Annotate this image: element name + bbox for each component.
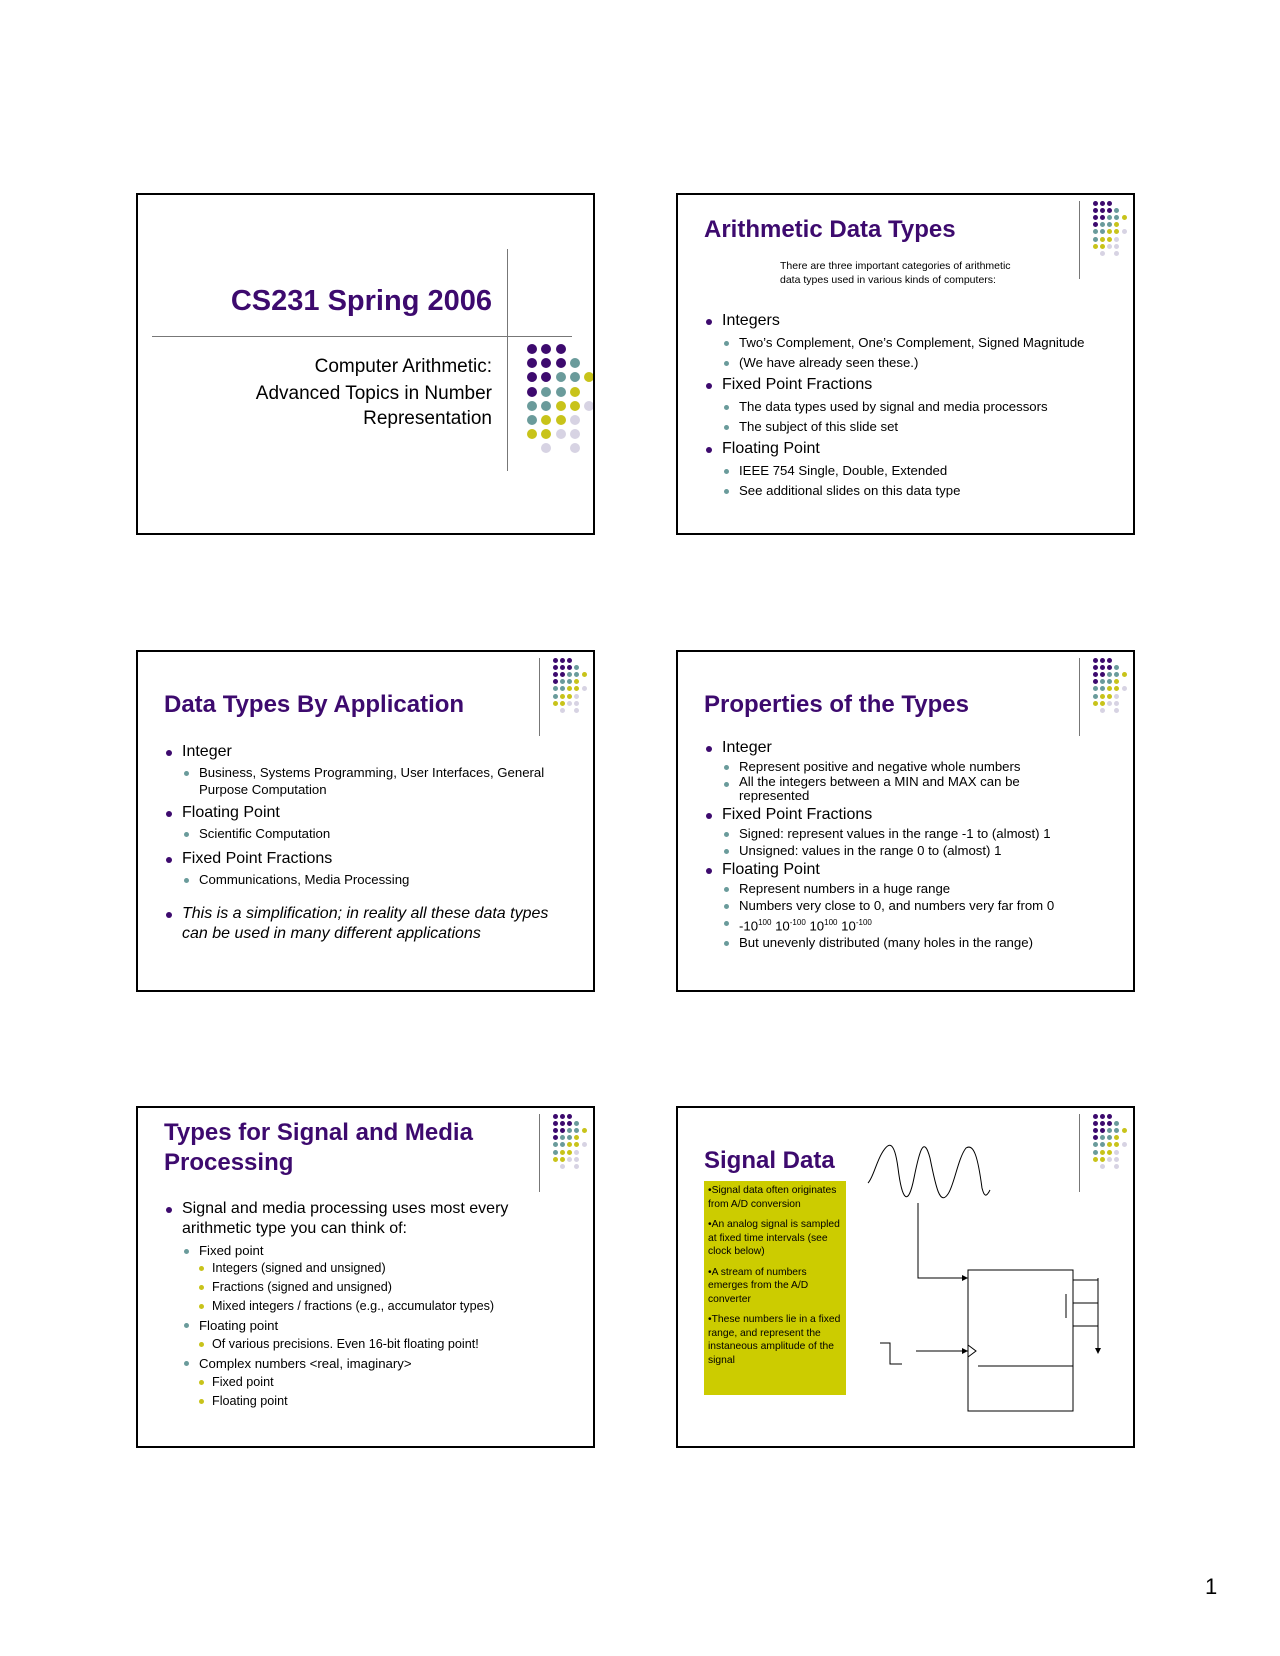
note-paragraph: •Signal data often originates from A/D conversion: [708, 1185, 837, 1210]
list-item: Mixed integers / fractions (e.g., accumulator types): [196, 1297, 574, 1316]
decor-dot: [556, 358, 566, 368]
slide-arithmetic-data-types: [676, 193, 1135, 535]
decor-dot: [541, 401, 551, 411]
decor-dot: [553, 1142, 558, 1147]
decor-dot: [570, 415, 580, 425]
divider-vertical: [507, 249, 508, 471]
decor-dot: [1093, 665, 1098, 670]
decor-dot: [1100, 237, 1105, 242]
list-item: Fixed Point Fractions: [164, 849, 574, 869]
decor-dot: [1093, 208, 1098, 213]
intro-text: There are three important categories of arithmetic data types used in various kinds of computers:: [780, 260, 1011, 286]
list-item: Fixed Point Fractions: [704, 805, 1114, 825]
slide-heading: Data Types By Application: [164, 691, 465, 718]
decor-dot: [1093, 672, 1098, 677]
decor-dot: [541, 358, 551, 368]
clock-pulse: [880, 1343, 902, 1364]
exp-base-1: -10: [739, 918, 759, 934]
decor-dot: [560, 679, 565, 684]
decor-dot: [556, 344, 566, 354]
list-item: The data types used by signal and media processors: [721, 398, 1124, 415]
decor-dot: [584, 401, 594, 411]
decor-dot: [570, 358, 580, 368]
decor-dot: [1122, 215, 1127, 220]
decor-dot: [1114, 672, 1119, 677]
decor-dot: [553, 1135, 558, 1140]
decor-dot: [1100, 244, 1105, 249]
slide-signal-data: [676, 1106, 1135, 1448]
list-item: But unevenly distributed (many holes in the range): [721, 934, 1114, 951]
decor-dot: [570, 429, 580, 439]
decor-dot: [1100, 251, 1105, 256]
divider-vertical: [1079, 658, 1080, 736]
decor-dot: [574, 1121, 579, 1126]
decor-dot: [1100, 201, 1105, 206]
decor-dot: [1100, 708, 1105, 713]
list-item: This is a simplification; in reality all these data types can be used in many different applications: [164, 904, 574, 944]
list-item: Integer: [704, 738, 1114, 758]
decor-dot: [567, 694, 572, 699]
slide-subtitle: [138, 353, 492, 430]
list-item: Fixed point: [181, 1242, 574, 1259]
decor-dot: [560, 686, 565, 691]
list-item: The subject of this slide set: [721, 418, 1124, 435]
decor-dot: [560, 658, 565, 663]
decor-dot: [567, 701, 572, 706]
page-number: 1: [1205, 1574, 1218, 1599]
decor-dot: [1093, 701, 1098, 706]
decor-dot: [1107, 665, 1112, 670]
decor-dot: [1107, 222, 1112, 227]
decor-dot: [1093, 658, 1098, 663]
subtitle-line-3: Representation: [363, 408, 492, 429]
decor-dot: [553, 1114, 558, 1119]
decor-dot: [553, 1150, 558, 1155]
decor-dot: [1093, 215, 1098, 220]
divider-vertical: [539, 1114, 540, 1192]
slide-title-heading: CS231 Spring 2006: [230, 285, 492, 317]
note-paragraph: •A stream of numbers emerges from the A/D converter: [708, 1266, 809, 1305]
list-item: Unsigned: values in the range 0 to (almost) 1: [721, 842, 1114, 859]
decor-dot: [1107, 686, 1112, 691]
exp-power-3: 100: [824, 918, 838, 927]
list-item: Integers (signed and unsigned): [196, 1259, 574, 1278]
decor-dot: [1114, 208, 1119, 213]
decor-dot: [1107, 208, 1112, 213]
decor-dot: [1100, 686, 1105, 691]
decor-dot: [560, 701, 565, 706]
decor-dot: [574, 1150, 579, 1155]
decor-dot: [560, 694, 565, 699]
decor-dot: [574, 1164, 579, 1169]
bullet-list: [704, 311, 1124, 499]
decor-dot: [1114, 686, 1119, 691]
slide-title: [136, 193, 595, 535]
decor-dot: [574, 1128, 579, 1133]
list-item: Fixed Point Fractions: [704, 375, 1124, 395]
note-paragraph: •These numbers lie in a fixed range, and represent the instaneous amplitude of the signal: [708, 1314, 841, 1366]
list-item: Floating Point: [704, 439, 1124, 459]
decor-dot: [584, 372, 594, 382]
decor-dot: [541, 415, 551, 425]
ad-converter-diagram: [678, 1108, 1135, 1448]
decor-dot: [574, 1142, 579, 1147]
decor-dot: [553, 694, 558, 699]
decor-dot: [1114, 229, 1119, 234]
exp-base-4: 10: [841, 918, 856, 934]
list-item: Fractions (signed and unsigned): [196, 1278, 574, 1297]
exp-power-2: -100: [789, 918, 806, 927]
decor-dot: [1100, 672, 1105, 677]
decor-dot: [582, 686, 587, 691]
decor-dot: [1100, 658, 1105, 663]
bullet-list: [164, 742, 574, 944]
exp-base-2: 10: [775, 918, 790, 934]
decor-dot: [556, 429, 566, 439]
decor-dot: [1093, 686, 1098, 691]
list-item: Floating point: [181, 1316, 574, 1335]
decor-dot: [1114, 665, 1119, 670]
list-item: Signal and media processing uses most every arithmetic type you can think of:: [164, 1199, 574, 1239]
decor-dot: [574, 694, 579, 699]
exp-power-4: -100: [855, 918, 872, 927]
slide-heading: Properties of the Types: [704, 691, 969, 718]
list-item: Floating Point: [704, 860, 1114, 880]
decor-dot: [1114, 701, 1119, 706]
bullet-list: [164, 1199, 574, 1411]
decor-dot: [1122, 229, 1127, 234]
decor-dot: [1093, 229, 1098, 234]
decor-dot: [527, 358, 537, 368]
decor-dot: [1100, 222, 1105, 227]
decor-dot: [570, 401, 580, 411]
decor-dot: [574, 665, 579, 670]
exp-power-1: 100: [758, 918, 772, 927]
decor-dot: [1114, 251, 1119, 256]
list-item: All the integers between a MIN and MAX can be represented: [721, 775, 1114, 803]
decor-dot: [541, 372, 551, 382]
decor-dot: [567, 686, 572, 691]
decor-dot: [1114, 222, 1119, 227]
decor-dot: [567, 672, 572, 677]
decor-dot: [1122, 686, 1127, 691]
decor-dot: [1107, 201, 1112, 206]
decor-dot: [1100, 208, 1105, 213]
slide-data-types-by-application: [136, 650, 595, 992]
decor-dot: [541, 387, 551, 397]
slide-heading: Signal Data: [704, 1147, 835, 1174]
decor-dot: [1107, 229, 1112, 234]
decor-dot: [553, 1121, 558, 1126]
list-item: Represent positive and negative whole numbers: [721, 758, 1114, 775]
decor-dot: [1100, 701, 1105, 706]
decor-dot: [553, 658, 558, 663]
list-item: Numbers very close to 0, and numbers very far from 0: [721, 897, 1114, 914]
decor-dot: [1093, 244, 1098, 249]
decor-dot: [1107, 672, 1112, 677]
list-item: Of various precisions. Even 16-bit floating point!: [196, 1335, 574, 1354]
decor-dot: [574, 679, 579, 684]
decor-dot: [1114, 694, 1119, 699]
decor-dot: [553, 1157, 558, 1162]
decor-dot: [567, 1114, 572, 1119]
decor-dot: [560, 1121, 565, 1126]
list-item-exponents: [721, 914, 1114, 934]
decor-dot: [560, 708, 565, 713]
list-item: Signed: represent values in the range -1 to (almost) 1: [721, 825, 1114, 842]
list-item: Communications, Media Processing: [181, 871, 574, 888]
list-item: IEEE 754 Single, Double, Extended: [721, 462, 1124, 479]
decor-dot: [527, 401, 537, 411]
decor-dot: [574, 686, 579, 691]
decor-dot: [553, 1128, 558, 1133]
decor-dot: [570, 443, 580, 453]
decor-dot: [567, 658, 572, 663]
decor-dot: [582, 1128, 587, 1133]
decor-dot: [1100, 694, 1105, 699]
decor-dot: [1114, 237, 1119, 242]
list-item: Floating Point: [164, 803, 574, 823]
bullet-list: [704, 738, 1114, 951]
list-item: Represent numbers in a huge range: [721, 880, 1114, 897]
decor-dot: [567, 1128, 572, 1133]
decor-dot: [582, 672, 587, 677]
decor-dot: [1100, 215, 1105, 220]
signal-wire: [918, 1203, 962, 1278]
exp-base-3: 10: [809, 918, 825, 934]
divider-horizontal: [152, 336, 572, 337]
signal-arrow: [962, 1275, 968, 1281]
decor-dot: [567, 1135, 572, 1140]
decor-dot: [553, 672, 558, 677]
decor-dot: [1093, 679, 1098, 684]
decor-dot: [1093, 237, 1098, 242]
decor-dot: [1107, 244, 1112, 249]
decor-dot: [570, 372, 580, 382]
decor-dot: [1100, 679, 1105, 684]
list-item: Complex numbers <real, imaginary>: [181, 1354, 574, 1373]
decor-dot: [1093, 201, 1098, 206]
note-paragraph: •An analog signal is sampled at fixed time intervals (see clock below): [708, 1219, 840, 1257]
decor-dot: [1114, 679, 1119, 684]
decor-dot: [567, 1150, 572, 1155]
decor-dot: [527, 344, 537, 354]
list-item: Two’s Complement, One’s Complement, Signed Magnitude: [721, 334, 1124, 351]
decor-dot: [560, 672, 565, 677]
ad-converter-box: [968, 1270, 1073, 1411]
decor-dot: [1093, 222, 1098, 227]
decor-dot: [574, 708, 579, 713]
decor-dot: [527, 429, 537, 439]
clock-arrow: [962, 1348, 968, 1354]
list-item: (We have already seen these.): [721, 354, 1124, 371]
decor-dot: [1107, 694, 1112, 699]
decor-dot: [560, 1128, 565, 1133]
decor-dot: [556, 415, 566, 425]
decor-dot: [556, 401, 566, 411]
divider-vertical: [1079, 201, 1080, 279]
decor-dot: [574, 1157, 579, 1162]
decor-dot: [553, 665, 558, 670]
decor-dot: [574, 1135, 579, 1140]
analog-waveform: [868, 1145, 990, 1198]
decor-dot: [1100, 229, 1105, 234]
decor-dot: [560, 1164, 565, 1169]
decor-dot: [1107, 237, 1112, 242]
decor-dot: [574, 672, 579, 677]
decor-dot: [556, 372, 566, 382]
decor-dot: [1122, 672, 1127, 677]
decor-dot: [1114, 244, 1119, 249]
decor-dot: [527, 387, 537, 397]
decor-dot: [560, 1142, 565, 1147]
decor-dot: [567, 1142, 572, 1147]
decor-dot: [1107, 215, 1112, 220]
subtitle-line-2: Advanced Topics in Number: [255, 383, 492, 404]
list-item: See additional slides on this data type: [721, 482, 1124, 499]
decor-dot: [541, 429, 551, 439]
decor-dot: [567, 679, 572, 684]
decor-dot: [560, 1157, 565, 1162]
decor-dot: [1107, 701, 1112, 706]
decor-dot: [574, 701, 579, 706]
decor-dot: [567, 1121, 572, 1126]
decor-dot: [541, 344, 551, 354]
decor-dot: [560, 1135, 565, 1140]
down-arrow-head: [1095, 1348, 1101, 1354]
decor-dot: [556, 387, 566, 397]
decor-dot: [1107, 679, 1112, 684]
decor-dot: [1107, 658, 1112, 663]
decor-dot: [582, 1142, 587, 1147]
decor-dot: [1093, 694, 1098, 699]
list-item: Scientific Computation: [181, 825, 574, 842]
decor-dot: [560, 665, 565, 670]
decor-dot: [567, 1157, 572, 1162]
slide-properties-of-types: [676, 650, 1135, 992]
decor-dot: [1100, 665, 1105, 670]
decor-dot: [560, 1150, 565, 1155]
list-item: Integers: [704, 311, 1124, 331]
list-item: Floating point: [196, 1392, 574, 1411]
decor-dot: [567, 665, 572, 670]
decor-dot: [541, 443, 551, 453]
slide-heading: Arithmetic Data Types: [704, 216, 956, 243]
decor-dot: [1114, 215, 1119, 220]
decor-dot: [1114, 708, 1119, 713]
decor-dot: [553, 679, 558, 684]
list-item: Fixed point: [196, 1373, 574, 1392]
decor-dot: [560, 1114, 565, 1119]
clock-input-triangle: [968, 1345, 976, 1357]
decor-dot: [527, 415, 537, 425]
list-item: Integer: [164, 742, 574, 762]
decor-dot: [553, 701, 558, 706]
list-item: Business, Systems Programming, User Interfaces, General Purpose Computation: [181, 764, 574, 798]
slide-heading: Types for Signal and Media Processing: [164, 1119, 473, 1176]
subtitle-line-1: Computer Arithmetic:: [314, 356, 492, 377]
decor-dot: [553, 686, 558, 691]
slide-signal-media-types: [136, 1106, 595, 1448]
decor-dot: [570, 387, 580, 397]
decor-dot: [527, 372, 537, 382]
divider-vertical: [539, 658, 540, 736]
